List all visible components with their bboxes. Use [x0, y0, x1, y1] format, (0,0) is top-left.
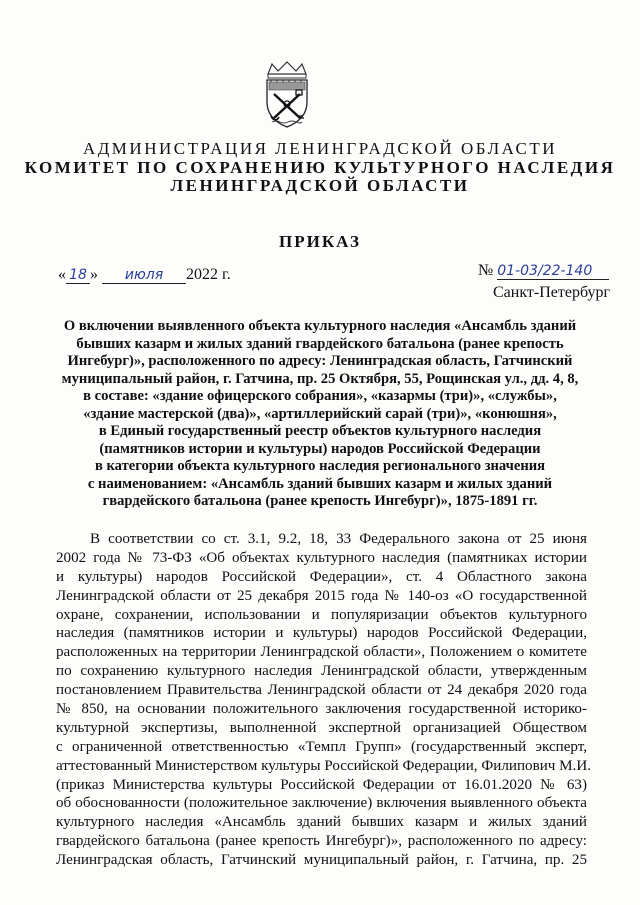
document-title: ПРИКАЗ: [279, 232, 361, 251]
body-line: охране, сохранении, использовании и популяризации объектов культурного: [56, 606, 587, 623]
number-sign: №: [478, 262, 494, 279]
organization-line-1: АДМИНИСТРАЦИЯ ЛЕНИНГРАДСКОЙ ОБЛАСТИ: [82, 139, 558, 158]
order-number-value: 01-03/22-140: [497, 263, 609, 280]
body-line: № 850, на основании положительного заключения государственной историко-: [56, 701, 587, 718]
body-paragraph: [56, 530, 592, 870]
order-subject: [52, 318, 588, 511]
organization-line-2: КОМИТЕТ ПО СОХРАНЕНИЮ КУЛЬТУРНОГО НАСЛЕДИЯ: [24, 158, 616, 177]
city: Санкт-Петербург: [493, 284, 611, 301]
subject-line: в Единый государственный реестр объектов культурного наследия: [98, 423, 542, 439]
subject-line: бывших казарм и жилых зданий гвардейского батальона (ранее крепость: [76, 335, 564, 352]
body-line: В соответствии со ст. 3.1, 9.2, 18, 33 Федерального закона от 25 июня: [90, 531, 587, 547]
body-line: по сохранению культурного наследия Ленинградской области, утвержденным: [56, 663, 587, 680]
body-line: Ленинградской области от 25 декабря 2015 года № 140-оз «О государственной: [56, 587, 587, 604]
subject-line: в составе: «здание офицерского собрания», «казармы (три)», «службы»,: [83, 388, 557, 404]
body-line: и культуры) народов Российской Федерации», ст. 4 Областного закона: [56, 568, 587, 585]
subject-line: муниципальный район, г. Гатчина, пр. 25 Октября, 55, Рощинская ул., дд. 4, 8,: [61, 370, 579, 387]
organization-line-3: ЛЕНИНГРАДСКОЙ ОБЛАСТИ: [170, 176, 470, 195]
body-line: постановлением Правительства Ленинградской области от 24 декабря 2020 года: [56, 682, 587, 699]
date-year: 2022 г.: [186, 266, 231, 283]
subject-line: (памятников истории и культуры) народов Российской Федерации: [99, 440, 541, 457]
body-line: гвардейского батальона (ранее крепость Ингебург)», расположенного по адресу:: [56, 833, 587, 850]
order-date: [58, 266, 231, 284]
date-open-quote: «: [58, 266, 66, 283]
coat-of-arms-emblem: [262, 60, 312, 128]
date-month: июля: [102, 267, 186, 284]
subject-line: Ингебург)», расположенного по адресу: Ленинградская область, Гатчинский: [67, 353, 573, 369]
body-line: об обоснованности (положительное заключение) включения выявленного объекта: [56, 795, 587, 812]
date-close-quote: »: [90, 266, 98, 283]
body-line: культурной экспертизы, выполненной экспертной организацией Обществом: [56, 719, 587, 736]
subject-line: гвардейского батальона (ранее крепость Ингебург)», 1875-1891 гг.: [102, 493, 538, 509]
body-line: аттестованный Министерством культуры Российской Федерации, Филипович М.И.: [56, 757, 592, 774]
subject-line: с наименованием: «Ансамбль зданий бывших казарм и жилых зданий: [87, 475, 553, 492]
date-day: 18: [66, 267, 90, 284]
subject-line: О включении выявленного объекта культурного наследия «Ансамбль зданий: [63, 318, 577, 334]
body-line: 2002 года № 73-ФЗ «Об объектах культурного наследия (памятниках истории: [56, 549, 587, 566]
body-line: наследия (памятников истории и культуры) народов Российской Федерации,: [56, 625, 587, 642]
order-number: [478, 262, 609, 280]
body-line: расположенных на территории Ленинградской области», Положением о комитете: [56, 644, 587, 661]
body-line: Ленинградская область, Гатчинский муниципальный район, г. Гатчина, пр. 25: [56, 852, 587, 869]
body-line: с ограниченной ответственностью «Темпл Групп» (государственный эксперт,: [56, 738, 587, 755]
subject-line: в категории объекта культурного наследия регионального значения: [94, 458, 546, 474]
body-line: культурного наследия «Ансамбль зданий бывших казарм и жилых зданий: [56, 814, 587, 831]
subject-line: «здание мастерской (два)», «артиллерийский сарай (три)», «конюшня»,: [83, 405, 557, 422]
body-line: (приказ Министерства культуры Российской Федерации от 16.01.2020 № 63): [56, 776, 587, 793]
